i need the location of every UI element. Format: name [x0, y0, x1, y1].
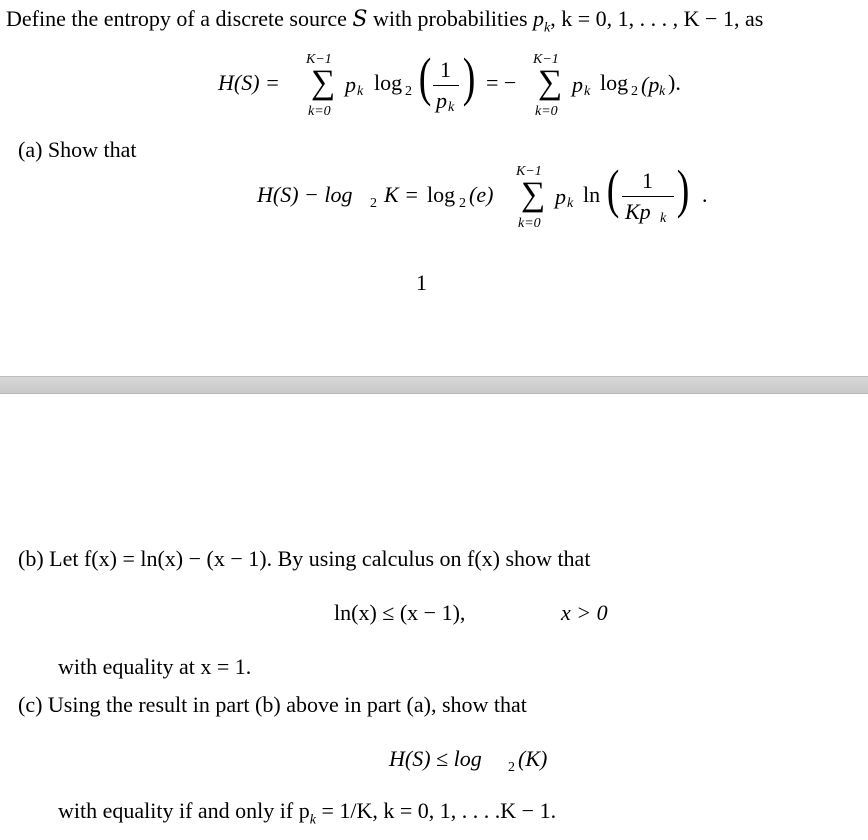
frac1-num: 1 [440, 57, 451, 82]
part-c-base: 2 [508, 760, 515, 775]
part-b-condition: x > 0 [561, 600, 608, 625]
term1-p: p [345, 72, 356, 97]
intro-text: Define the entropy of a discrete source [6, 6, 347, 31]
part-a-sum-sigma: ∑ [521, 176, 546, 213]
sum2-lower: k=0 [535, 104, 558, 119]
final-line [58, 798, 556, 828]
term1-log-base: 2 [405, 84, 412, 99]
sum1-sigma: ∑ [311, 64, 336, 101]
part-a-rhs-e: (e) [469, 182, 494, 207]
intro-p-sub: k [544, 20, 551, 36]
frac1-den: p [436, 88, 447, 113]
final-text: with equality if and only if p [58, 798, 310, 823]
part-b-line: (b) Let f(x) = ln(x) − (x − 1). By using calculus on f(x) show that [18, 546, 591, 571]
part-a-frac-bar [622, 196, 674, 197]
part-a-lhs-base: 2 [370, 196, 377, 211]
final-rest: = 1/K, k = 0, 1, . . . .K − 1. [315, 798, 557, 823]
intro-mid: with probabilities [372, 6, 528, 31]
final-sub: k [309, 812, 316, 828]
term2-arg: (p [641, 72, 660, 97]
part-c-lhs: H(S) ≤ log [389, 746, 482, 771]
part-a-sum-lower: k=0 [518, 216, 541, 231]
part-a-sum-upper: K−1 [516, 164, 542, 179]
part-a-label: (a) Show that [18, 137, 137, 162]
part-a-lhs-K: K = [384, 182, 420, 207]
part-b-inequality: ln(x) ≤ (x − 1), [334, 600, 466, 625]
intro-p: p [533, 6, 545, 31]
part-a-p-sub: k [567, 196, 574, 211]
paren-close-1: ) [462, 47, 476, 107]
part-a-lhs: H(S) − log [257, 182, 353, 207]
part-a-rhs-log: log [427, 182, 456, 207]
part-b-equality: with equality at x = 1. [58, 654, 252, 679]
page-separator [0, 376, 868, 394]
sum1-upper: K−1 [306, 52, 332, 67]
term1-p-sub: k [357, 84, 364, 99]
term2-log-base: 2 [631, 84, 638, 99]
paren-close-a: ) [676, 159, 690, 219]
entropy-lhs: H(S) = [218, 70, 280, 95]
part-a-frac-num: 1 [642, 168, 653, 193]
term2-p: p [572, 72, 583, 97]
term2-log: log [600, 70, 629, 95]
sum2-upper: K−1 [533, 52, 559, 67]
sum2-sigma: ∑ [538, 64, 563, 101]
part-c-line: (c) Using the result in part (b) above in part (a), show that [18, 692, 527, 717]
paren-open-a: ( [606, 159, 620, 219]
part-a-end: . [702, 182, 708, 207]
part-a-p: p [555, 184, 566, 209]
part-a-ln: ln [583, 182, 601, 207]
frac1-bar [433, 85, 459, 86]
frac1-den-sub: k [448, 100, 455, 115]
page-number: 1 [416, 270, 427, 295]
intro-line [6, 6, 763, 36]
part-a-rhs-base: 2 [459, 196, 466, 211]
intro-range: , k = 0, 1, . . . , K − 1, as [550, 6, 764, 31]
source-symbol: S [352, 7, 368, 32]
part-a-frac-den: Kp [625, 199, 651, 224]
part-a-frac-den-sub: k [660, 211, 667, 226]
term2-p-sub: k [584, 84, 591, 99]
sum1-lower: k=0 [308, 104, 331, 119]
paren-open-1: ( [418, 47, 432, 107]
eq-minus: = − [486, 70, 517, 95]
term2-arg-sub: k [659, 84, 666, 99]
term1-log: log [374, 70, 403, 95]
term2-end: ). [668, 70, 681, 95]
part-c-rhs: (K) [518, 746, 548, 771]
